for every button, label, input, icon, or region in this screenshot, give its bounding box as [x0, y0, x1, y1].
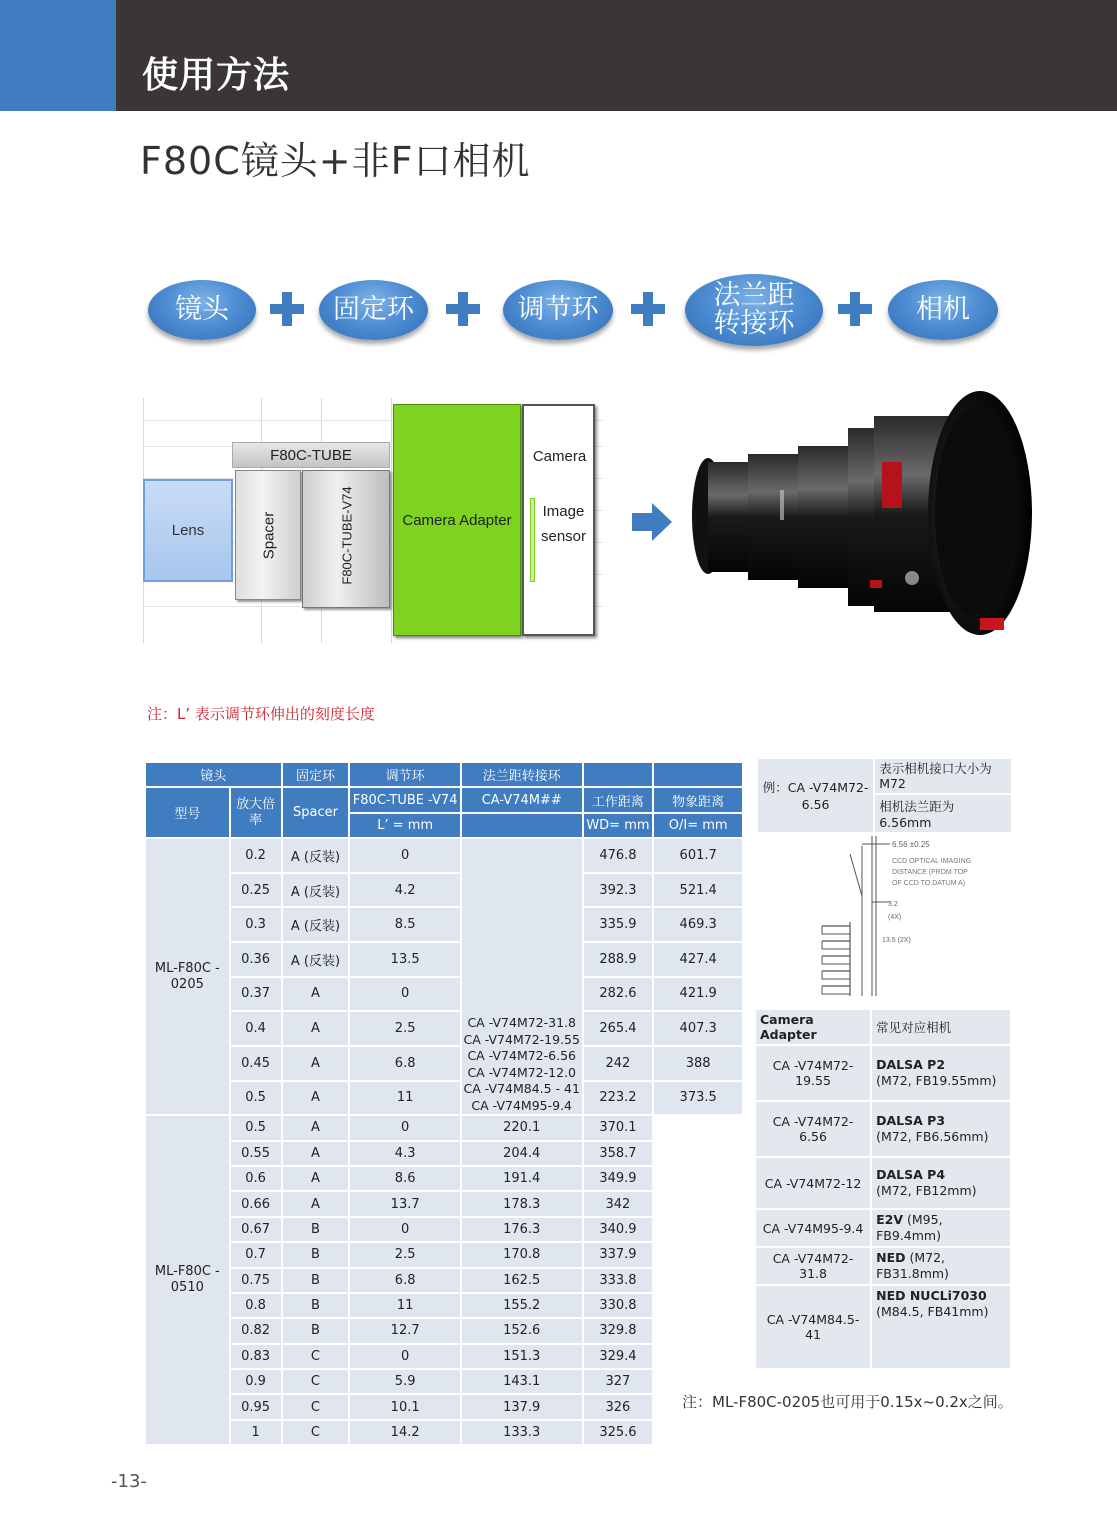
- table-row: [145, 1191, 743, 1216]
- working-distance-cell: 133.3: [461, 1420, 583, 1445]
- magnification-cell: 0.67: [230, 1217, 282, 1242]
- spacer-cell: A: [282, 1115, 350, 1140]
- object-image-cell: 349.9: [583, 1166, 654, 1191]
- working-distance-cell: 223.2: [583, 1081, 654, 1116]
- object-image-cell: 373.5: [653, 1081, 743, 1116]
- camera-spec: (M72, FB12mm): [876, 1183, 977, 1198]
- table-row: [145, 1242, 743, 1267]
- spacer-cell: B: [282, 1293, 350, 1318]
- working-distance-cell: 282.6: [583, 977, 654, 1012]
- tube-length-cell: 2.5: [349, 1011, 461, 1046]
- section-subtitle: F80C镜头+非F口相机: [140, 139, 531, 183]
- tube-length-cell: 6.8: [349, 1046, 461, 1081]
- adapter-row: [755, 1157, 1011, 1209]
- sensor-cad-drawing: [812, 836, 972, 996]
- tube-length-cell: 13.7: [349, 1191, 461, 1216]
- magnification-cell: 0.82: [230, 1318, 282, 1343]
- table-row: [145, 1420, 743, 1445]
- th-flange-adapter: 法兰距转接环: [461, 762, 583, 787]
- tube-v74-label: F80C-TUBE-V74: [339, 486, 355, 585]
- working-distance-cell: 152.6: [461, 1318, 583, 1343]
- adapter-list-cell: CA -V74M72-31.8 CA -V74M72-19.55 CA -V74M72-6.56 CA -V74M72-12.0 CA -V74M84.5 - 41 CA -V74M95-9.4: [461, 838, 583, 1115]
- magnification-cell: 0.8: [230, 1293, 282, 1318]
- cad-text-1: CCD OPTICAL IMAGING: [892, 858, 972, 865]
- page-number: -13-: [111, 1471, 147, 1492]
- object-image-cell: 325.6: [583, 1420, 654, 1445]
- tube-length-cell: 4.2: [349, 873, 461, 908]
- camera-cell: [871, 1045, 1011, 1101]
- spacer-cell: A (反装): [282, 873, 350, 908]
- tube-label-box: [232, 442, 390, 468]
- lens-label: Lens: [171, 522, 205, 539]
- working-distance-cell: 143.1: [461, 1369, 583, 1394]
- spec-table: [144, 761, 744, 1446]
- object-image-cell: 370.1: [583, 1115, 654, 1140]
- camera-label: Camera: [532, 448, 587, 465]
- magnification-cell: 0.36: [230, 942, 282, 977]
- table-row: [145, 1141, 743, 1166]
- spacer-cell: C: [282, 1394, 350, 1419]
- tube-length-cell: 13.5: [349, 942, 461, 977]
- tube-length-cell: 11: [349, 1293, 461, 1318]
- flow-pill-fixed-ring: 固定环: [319, 280, 428, 340]
- camera-name: NED NUCLi7030: [876, 1288, 987, 1303]
- adapter-row: [755, 1247, 1011, 1285]
- object-image-cell: 340.9: [583, 1217, 654, 1242]
- spacer-cell: A: [282, 1081, 350, 1116]
- plus-icon: [446, 292, 480, 326]
- spacer-cell: A: [282, 1166, 350, 1191]
- tube-v74-block: [302, 470, 390, 608]
- camera-spec: (M72, FB31.8mm): [876, 1250, 949, 1281]
- camera-name: NED: [876, 1250, 906, 1265]
- tube-length-cell: 5.9: [349, 1369, 461, 1394]
- cad-text-3: OF CCD TO DATUM A): [892, 880, 966, 887]
- object-image-cell: 329.8: [583, 1318, 654, 1343]
- th-working-distance: 工作距离: [583, 787, 654, 812]
- spacer-cell: A (反装): [282, 942, 350, 977]
- spacer-cell: B: [282, 1242, 350, 1267]
- working-distance-cell: 170.8: [461, 1242, 583, 1267]
- example-table: [756, 757, 1013, 834]
- magnification-cell: 0.95: [230, 1394, 282, 1419]
- adapter-row: [755, 1045, 1011, 1101]
- spacer-cell: A: [282, 1046, 350, 1081]
- table-row: [145, 1081, 743, 1116]
- model-cell: ML-F80C - 0205: [145, 838, 230, 1115]
- cad-dim-2: 3.2: [888, 901, 898, 908]
- th-ca: CA-V74M##: [461, 787, 583, 812]
- magnification-cell: 0.37: [230, 977, 282, 1012]
- table-row: [145, 1166, 743, 1191]
- table-row: [145, 1217, 743, 1242]
- table-row: [145, 1394, 743, 1419]
- working-distance-cell: 265.4: [583, 1011, 654, 1046]
- magnification-cell: 0.9: [230, 1369, 282, 1394]
- arrow-right-icon: [632, 503, 672, 541]
- table-row: [145, 1046, 743, 1081]
- camera-adapter-label: Camera Adapter: [402, 512, 512, 529]
- camera-cell: [871, 1209, 1011, 1247]
- tube-length-cell: 8.5: [349, 907, 461, 942]
- tube-length-cell: 0: [349, 977, 461, 1012]
- table-row: [145, 838, 743, 873]
- camera-spec: (M84.5, FB41mm): [876, 1304, 989, 1319]
- object-image-cell: 469.3: [653, 907, 743, 942]
- tube-length-cell: 8.6: [349, 1166, 461, 1191]
- plus-icon: [631, 292, 665, 326]
- flow-pill-lens: 镜头: [148, 280, 256, 340]
- lens-block: [143, 479, 233, 582]
- th-magnification: 放大倍率: [230, 787, 282, 838]
- assembly-diagram: [143, 398, 603, 643]
- tube-length-cell: 0: [349, 1344, 461, 1369]
- adapter-model-cell: CA -V74M84.5-41: [755, 1285, 871, 1369]
- tube-length-cell: 14.2: [349, 1420, 461, 1445]
- object-image-cell: 427.4: [653, 942, 743, 977]
- spacer-block: [235, 470, 301, 600]
- magnification-cell: 0.5: [230, 1115, 282, 1140]
- camera-name: E2V: [876, 1212, 904, 1227]
- th-l-mm: L’ = mm: [349, 813, 461, 838]
- table-row: [145, 1293, 743, 1318]
- tube-length-cell: 0: [349, 1115, 461, 1140]
- magnification-cell: 0.5: [230, 1081, 282, 1116]
- plus-icon: [270, 292, 304, 326]
- tube-length-cell: 2.5: [349, 1242, 461, 1267]
- flow-pill-flange-adapter: 法兰距 转接环: [685, 274, 823, 346]
- camera-name: DALSA P4: [876, 1167, 946, 1182]
- adapter-row: [755, 1209, 1011, 1247]
- tube-length-cell: 12.7: [349, 1318, 461, 1343]
- spacer-cell: A: [282, 977, 350, 1012]
- spacer-cell: C: [282, 1420, 350, 1445]
- object-image-cell: 337.9: [583, 1242, 654, 1267]
- tube-length-cell: 0: [349, 1217, 461, 1242]
- flow-pill-camera: 相机: [888, 280, 998, 340]
- object-image-cell: 601.7: [653, 838, 743, 873]
- spacer-cell: C: [282, 1344, 350, 1369]
- adapter-model-cell: CA -V74M72-19.55: [755, 1045, 871, 1101]
- table-row: [145, 1011, 743, 1046]
- spacer-cell: A: [282, 1011, 350, 1046]
- adapter-model-cell: CA -V74M72-31.8: [755, 1247, 871, 1285]
- adapter-model-cell: CA -V74M72-12: [755, 1157, 871, 1209]
- camera-cell: [871, 1101, 1011, 1157]
- th-adjust-ring: 调节环: [349, 762, 461, 787]
- object-image-cell: 327: [583, 1369, 654, 1394]
- tube-label: F80C-TUBE: [270, 447, 352, 464]
- cad-text-2: DISTANCE (FROM TOP: [892, 869, 968, 876]
- th-oi-mm: O/I= mm: [653, 813, 743, 838]
- table-row: [145, 1369, 743, 1394]
- magnification-cell: 0.45: [230, 1046, 282, 1081]
- adapter-row: [755, 1285, 1011, 1369]
- th-object-image: 物象距离: [653, 787, 743, 812]
- object-image-cell: 421.9: [653, 977, 743, 1012]
- cad-dim-3: 13.5 (2X): [882, 937, 911, 944]
- tube-length-cell: 4.3: [349, 1141, 461, 1166]
- th-camera-adapter: Camera Adapter: [755, 1009, 871, 1045]
- object-image-cell: 326: [583, 1394, 654, 1419]
- note-magnification: 注：ML-F80C-0205也可用于0.15x~0.2x之间。: [682, 1393, 1013, 1411]
- example-desc-interface: 表示相机接口大小为 M72: [874, 758, 1012, 794]
- spacer-cell: A: [282, 1141, 350, 1166]
- camera-spec: (M72, FB6.56mm): [876, 1129, 989, 1144]
- table-row: [145, 907, 743, 942]
- th-camera: 常见对应相机: [871, 1009, 1011, 1045]
- image-sensor-label-1: Image: [542, 503, 585, 520]
- example-label: 例：CA -V74M72- 6.56: [757, 758, 874, 833]
- working-distance-cell: 476.8: [583, 838, 654, 873]
- adapter-model-cell: CA -V74M95-9.4: [755, 1209, 871, 1247]
- table-row: [145, 1115, 743, 1140]
- object-image-cell: 342: [583, 1191, 654, 1216]
- tube-length-cell: 10.1: [349, 1394, 461, 1419]
- adapter-model-cell: CA -V74M72-6.56: [755, 1101, 871, 1157]
- working-distance-cell: 288.9: [583, 942, 654, 977]
- object-image-cell: 521.4: [653, 873, 743, 908]
- camera-cell: [871, 1247, 1011, 1285]
- model-cell: ML-F80C - 0510: [145, 1115, 230, 1445]
- camera-name: DALSA P2: [876, 1057, 946, 1072]
- magnification-cell: 0.6: [230, 1166, 282, 1191]
- spacer-cell: A (反装): [282, 838, 350, 873]
- tube-length-cell: 6.8: [349, 1268, 461, 1293]
- table-row: [145, 1318, 743, 1343]
- working-distance-cell: 151.3: [461, 1344, 583, 1369]
- magnification-cell: 0.25: [230, 873, 282, 908]
- th-spacer: Spacer: [282, 787, 350, 838]
- page-title: 使用方法: [142, 55, 291, 96]
- camera-cell: [871, 1157, 1011, 1209]
- spacer-label: Spacer: [260, 511, 278, 560]
- flow-pill-adjust-ring: 调节环: [503, 280, 613, 340]
- magnification-cell: 0.7: [230, 1242, 282, 1267]
- magnification-cell: 0.2: [230, 838, 282, 873]
- magnification-cell: 0.66: [230, 1191, 282, 1216]
- working-distance-cell: 176.3: [461, 1217, 583, 1242]
- working-distance-cell: 204.4: [461, 1141, 583, 1166]
- magnification-cell: 0.3: [230, 907, 282, 942]
- working-distance-cell: 191.4: [461, 1166, 583, 1191]
- magnification-cell: 0.4: [230, 1011, 282, 1046]
- working-distance-cell: 137.9: [461, 1394, 583, 1419]
- object-image-cell: 388: [653, 1046, 743, 1081]
- working-distance-cell: 178.3: [461, 1191, 583, 1216]
- note-adjust-ring: 注：L’ 表示调节环伸出的刻度长度: [147, 705, 375, 723]
- spacer-cell: C: [282, 1369, 350, 1394]
- working-distance-cell: 242: [583, 1046, 654, 1081]
- working-distance-cell: 162.5: [461, 1268, 583, 1293]
- object-image-cell: 358.7: [583, 1141, 654, 1166]
- camera-adapter-block: [393, 404, 521, 636]
- spacer-cell: A (反装): [282, 907, 350, 942]
- object-image-cell: 333.8: [583, 1268, 654, 1293]
- camera-spec: (M95, FB9.4mm): [876, 1212, 943, 1243]
- spacer-cell: B: [282, 1217, 350, 1242]
- tube-length-cell: 0: [349, 838, 461, 873]
- object-image-cell: 329.4: [583, 1344, 654, 1369]
- header-accent: [0, 0, 116, 111]
- spacer-cell: B: [282, 1268, 350, 1293]
- cad-dim-1: 6.56 ±0.25: [892, 840, 930, 849]
- table-row: [145, 1344, 743, 1369]
- lens-photo: [690, 388, 1035, 643]
- table-row: [145, 942, 743, 977]
- tube-length-cell: 11: [349, 1081, 461, 1116]
- working-distance-cell: 392.3: [583, 873, 654, 908]
- th-wd-mm: WD= mm: [583, 813, 654, 838]
- th-model: 型号: [145, 787, 230, 838]
- image-sensor-label-2: sensor: [540, 528, 587, 545]
- camera-block: [522, 404, 595, 636]
- camera-adapter-table: [754, 1008, 1012, 1370]
- th-tube: F80C-TUBE -V74: [349, 787, 461, 812]
- adapter-row: [755, 1101, 1011, 1157]
- example-desc-flange: 相机法兰距为 6.56mm: [874, 794, 1012, 833]
- table-row: [145, 873, 743, 908]
- camera-spec: (M72, FB19.55mm): [876, 1073, 997, 1088]
- th-fixed-ring: 固定环: [282, 762, 350, 787]
- object-image-cell: 407.3: [653, 1011, 743, 1046]
- magnification-cell: 0.83: [230, 1344, 282, 1369]
- spacer-cell: A: [282, 1191, 350, 1216]
- magnification-cell: 0.55: [230, 1141, 282, 1166]
- camera-name: DALSA P3: [876, 1113, 946, 1128]
- magnification-cell: 1: [230, 1420, 282, 1445]
- cad-dim-2b: (4X): [888, 914, 902, 921]
- table-row: [145, 977, 743, 1012]
- object-image-cell: 330.8: [583, 1293, 654, 1318]
- camera-cell: [871, 1285, 1011, 1369]
- table-row: [145, 1268, 743, 1293]
- working-distance-cell: 335.9: [583, 907, 654, 942]
- working-distance-cell: 155.2: [461, 1293, 583, 1318]
- th-lens: 镜头: [145, 762, 282, 787]
- magnification-cell: 0.75: [230, 1268, 282, 1293]
- plus-icon: [838, 292, 872, 326]
- working-distance-cell: 220.1: [461, 1115, 583, 1140]
- spacer-cell: B: [282, 1318, 350, 1343]
